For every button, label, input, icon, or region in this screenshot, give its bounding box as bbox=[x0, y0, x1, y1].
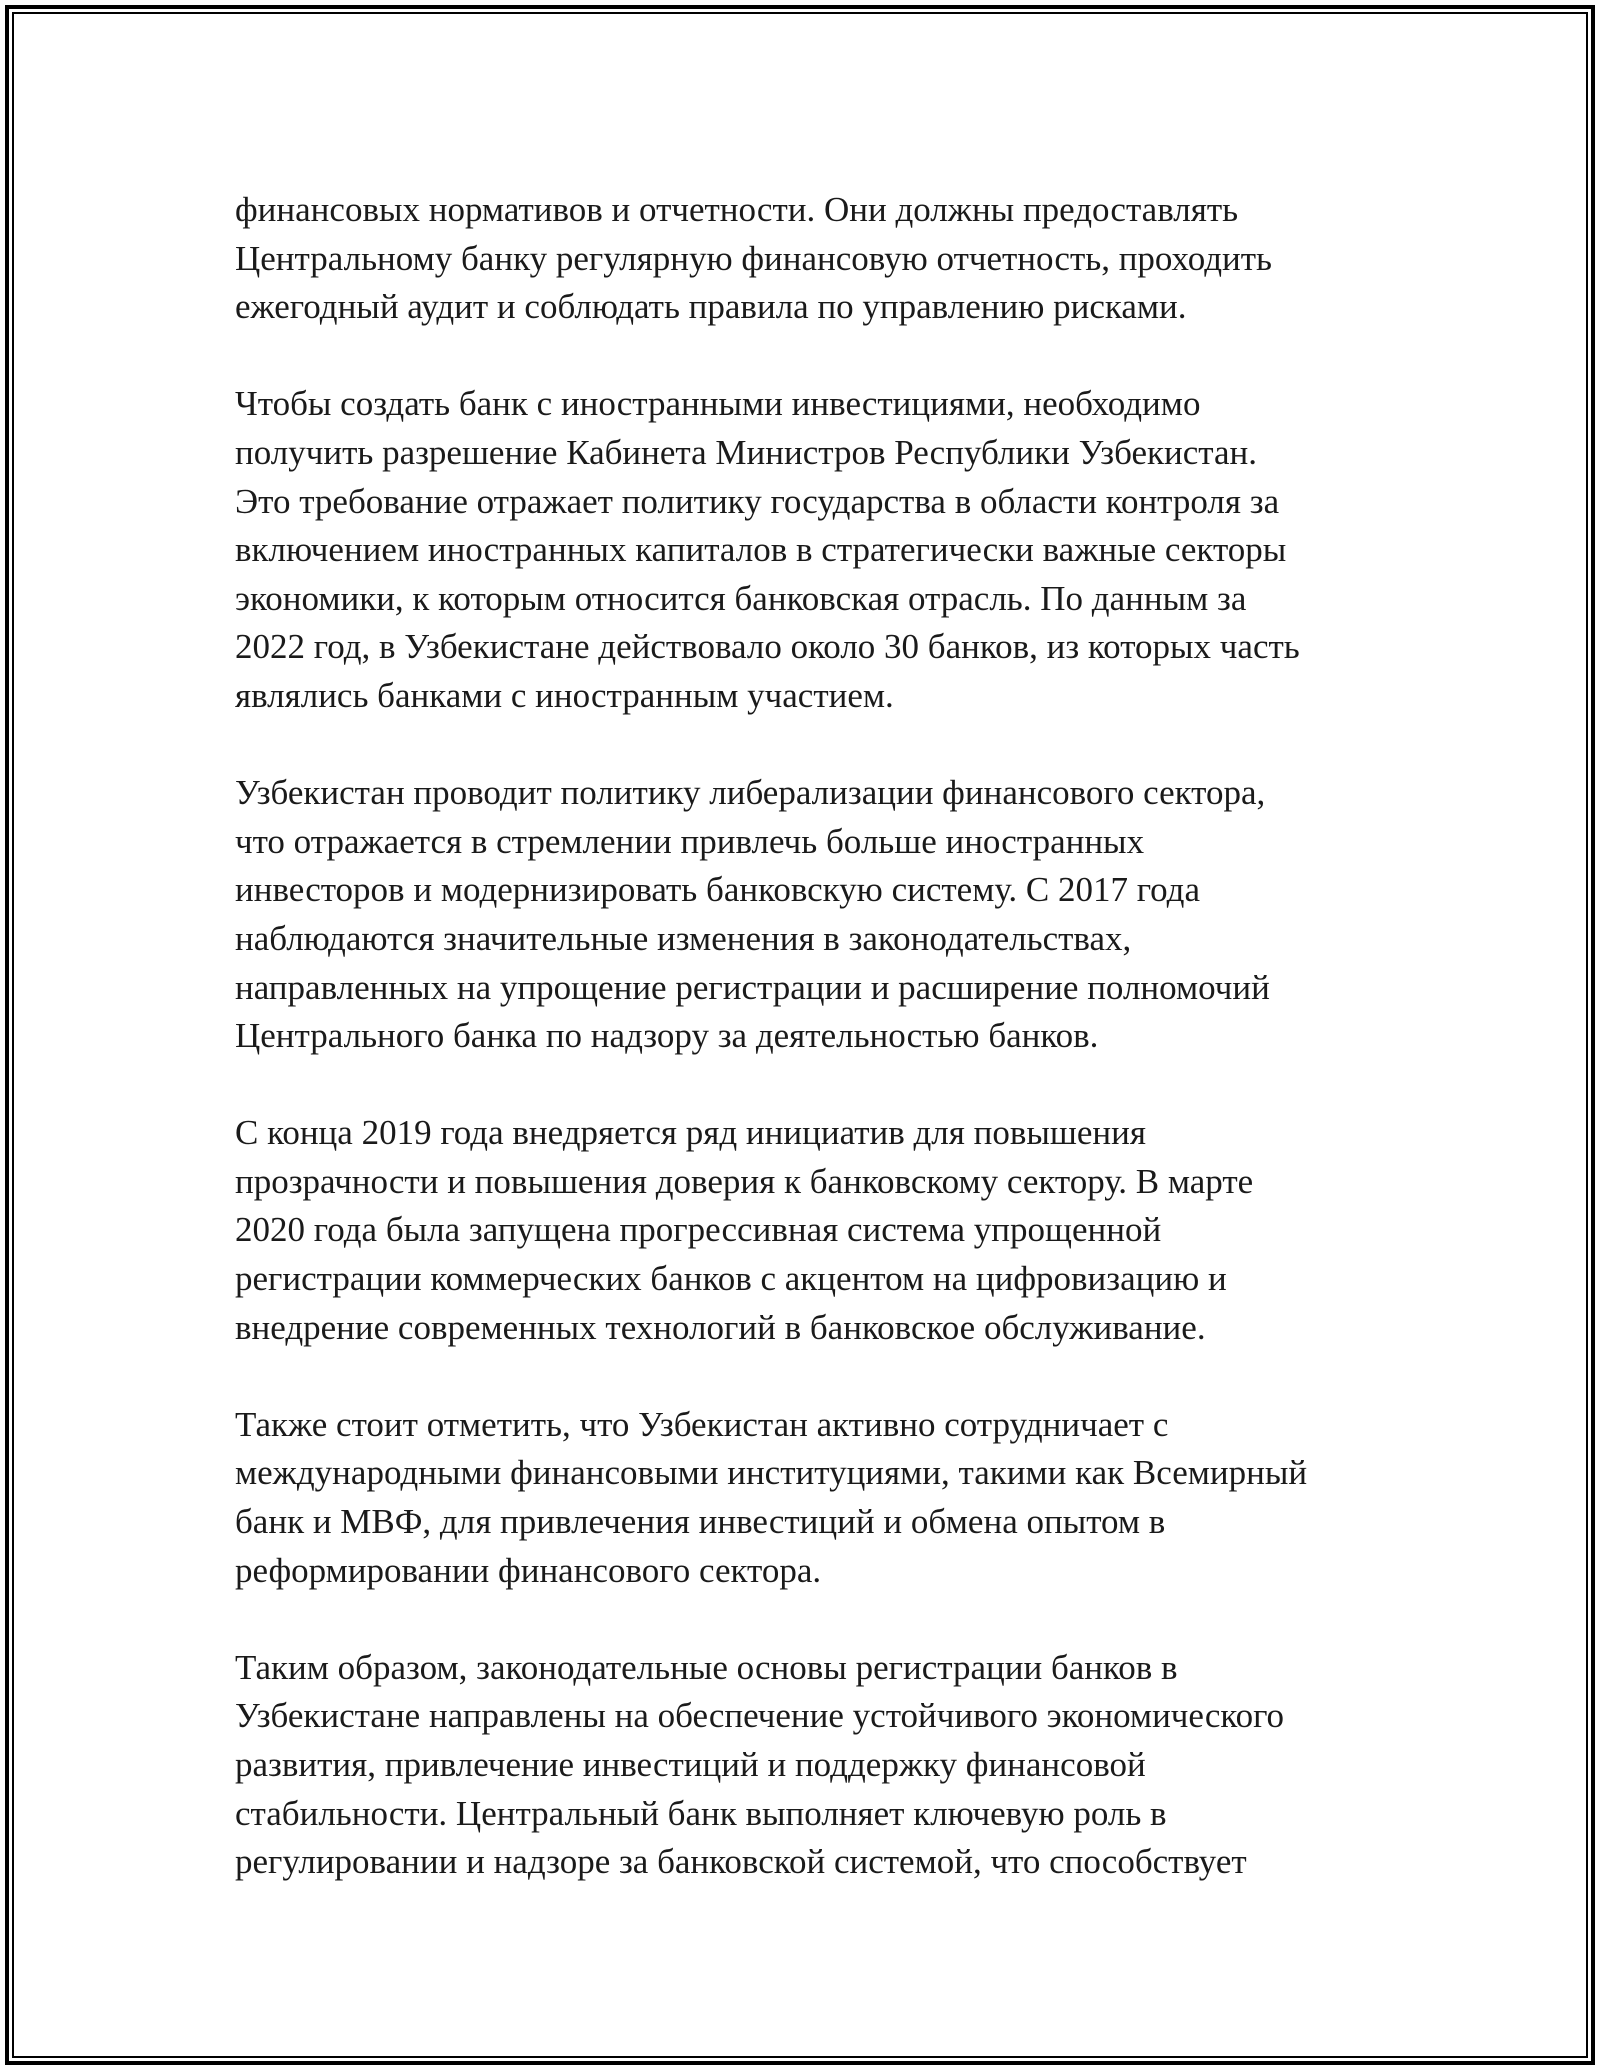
text-line: 2022 год, в Узбекистане действовало около 30 банков, из которых часть bbox=[235, 627, 1300, 667]
text-line: Также стоит отметить, что Узбекистан активно сотрудничает с bbox=[235, 1404, 1169, 1444]
text-line: направленных на упрощение регистрации и расширение полномочий bbox=[235, 967, 1270, 1007]
text-line: регистрации коммерческих банков с акцентом на цифровизацию и bbox=[235, 1259, 1227, 1299]
text-line: реформировании финансового сектора. bbox=[235, 1550, 822, 1590]
text-line: получить разрешение Кабинета Министров Республики Узбекистан. bbox=[235, 432, 1258, 472]
text-line: регулировании и надзоре за банковской системой, что способствует bbox=[235, 1842, 1247, 1882]
text-line: инвесторов и модернизировать банковскую систему. С 2017 года bbox=[235, 870, 1201, 910]
text-line: включением иностранных капиталов в стратегически важные секторы bbox=[235, 530, 1287, 570]
text-line: Узбекистане направлены на обеспечение устойчивого экономического bbox=[235, 1696, 1285, 1736]
document-body bbox=[235, 186, 1395, 1935]
paragraph-1 bbox=[235, 186, 1395, 332]
text-line: С конца 2019 года внедряется ряд инициатив для повышения bbox=[235, 1113, 1146, 1153]
text-line: Чтобы создать банк с иностранными инвестициями, необходимо bbox=[235, 384, 1201, 424]
text-line: развития, привлечение инвестиций и поддержку финансовой bbox=[235, 1745, 1146, 1784]
paragraph-2 bbox=[235, 380, 1395, 720]
paragraph-3 bbox=[235, 769, 1395, 1061]
text-line: Это требование отражает политику государства в области контроля за bbox=[235, 481, 1280, 521]
text-line: что отражается в стремлении привлечь больше иностранных bbox=[235, 821, 1145, 861]
text-line: Центрального банка по надзору за деятельностью банков. bbox=[235, 1016, 1099, 1056]
paragraph-5 bbox=[235, 1401, 1395, 1595]
text-line: прозрачности и повышения доверия к банковскому сектору. В марте bbox=[235, 1161, 1254, 1201]
paragraph-4 bbox=[235, 1109, 1395, 1352]
text-line: Центральному банку регулярную финансовую отчетность, проходить bbox=[235, 238, 1273, 278]
text-line: международными финансовыми институциями, такими как Всемирный bbox=[235, 1453, 1308, 1493]
text-line: стабильности. Центральный банк выполняет ключевую роль в bbox=[235, 1793, 1167, 1833]
text-line: Таким образом, законодательные основы регистрации банков в bbox=[235, 1647, 1178, 1687]
text-line: ежегодный аудит и соблюдать правила по управлению рисками. bbox=[235, 287, 1187, 327]
text-line: наблюдаются значительные изменения в законодательствах, bbox=[235, 918, 1132, 958]
paragraph-6 bbox=[235, 1644, 1395, 1887]
text-line: финансовых нормативов и отчетности. Они должны предоставлять bbox=[235, 190, 1239, 229]
text-line: экономики, к которым относится банковская отрасль. По данным за bbox=[235, 578, 1247, 618]
text-line: внедрение современных технологий в банковское обслуживание. bbox=[235, 1307, 1206, 1347]
text-line: банк и МВФ, для привлечения инвестиций и обмена опытом в bbox=[235, 1502, 1166, 1542]
text-line: 2020 года была запущена прогрессивная система упрощенной bbox=[235, 1210, 1162, 1250]
text-line: являлись банками с иностранным участием. bbox=[235, 675, 894, 715]
text-line: Узбекистан проводит политику либерализации финансового сектора, bbox=[235, 773, 1266, 813]
